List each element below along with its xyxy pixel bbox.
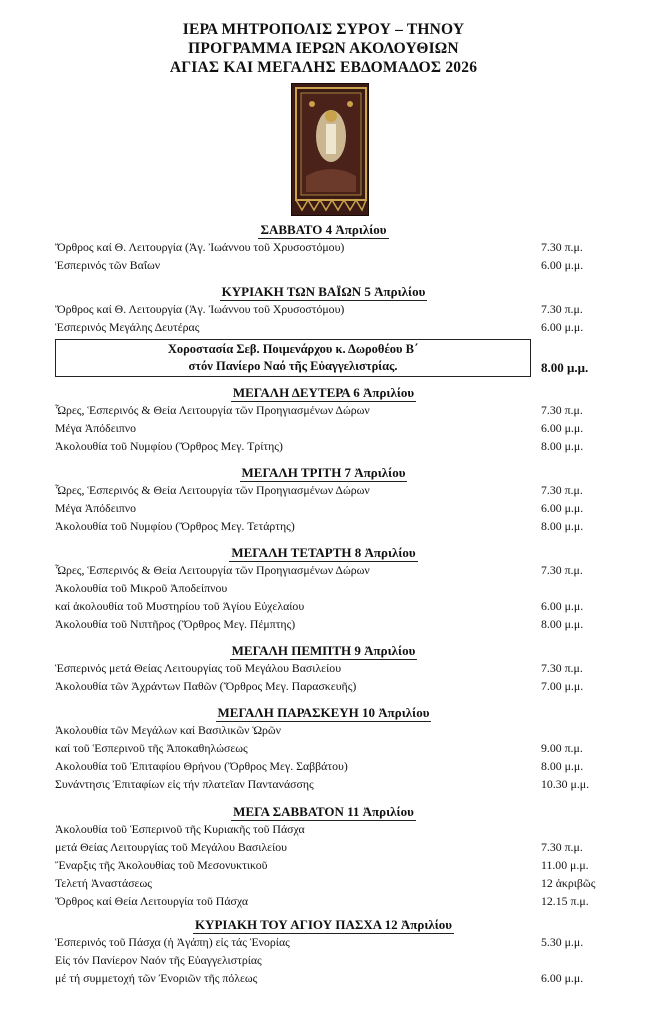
service-name: καί ἀκολουθία τοῦ Μυστηρίου τοῦ Ἁγίου Εὐχελαίου	[55, 599, 305, 613]
service-time: 10.30 μ.μ.	[541, 777, 590, 791]
service-name: Συνάντησις Ἐπιταφίων εἰς τήν πλατεῖαν Παντανάσσης	[55, 777, 314, 791]
service-time: 6.00 μ.μ.	[541, 258, 584, 272]
section-title: ΜΕΓΑΛΗ ΔΕΥΤΕΡΑ 6 Ἀπριλίου	[232, 385, 415, 400]
section-holy-friday-10	[0, 704, 647, 793]
service-time: 6.00 μ.μ.	[541, 501, 584, 515]
boxed-notice	[55, 339, 531, 377]
service-time: 8.00 μ.μ.	[541, 439, 584, 453]
notice-time: 8.00 μ.μ.	[541, 360, 589, 375]
service-name: Ἀκολουθία τοῦ Νυμφίου (Ὄρθρος Μεγ. Τετάρτης)	[55, 519, 295, 533]
service-name: Τελετή Ἀναστάσεως	[55, 876, 152, 890]
service-time: 8.00 μ.μ.	[541, 759, 584, 773]
list-item	[0, 721, 647, 739]
document-header	[0, 20, 647, 77]
notice-line-2: στόν Πανίερο Ναό τῆς Εὐαγγελιστρίας.	[188, 359, 398, 373]
list-item	[0, 615, 647, 633]
service-name: Ἑσπερινός τοῦ Πάσχα (ἡ Ἀγάπη) εἰς τάς Ἐνορίας	[55, 935, 290, 949]
section-title: ΚΥΡΙΑΚΗ ΤΩΝ ΒΑΪΩΝ 5 Ἀπριλίου	[221, 284, 426, 299]
list-item	[0, 481, 647, 499]
service-time: 12 ἀκριβῶς	[541, 876, 596, 890]
service-name: Ὧρες, Ἑσπερινός & Θεία Λειτουργία τῶν Προηγιασμένων Δώρων	[55, 403, 370, 417]
section-title: ΜΕΓΑΛΗ ΤΕΤΑΡΤΗ 8 Ἀπριλίου	[231, 545, 416, 560]
list-item	[0, 677, 647, 695]
section-title: ΜΕΓΑ ΣΑΒΒΑΤΟΝ 11 Ἀπριλίου	[233, 804, 414, 819]
list-item	[0, 856, 647, 874]
list-item	[0, 561, 647, 579]
section-title: ΚΥΡΙΑΚΗ ΤΟΥ ΑΓΙΟΥ ΠΑΣΧΑ 12 Ἀπριλίου	[194, 917, 453, 932]
service-name: Ἑσπερινός τῶν Βαΐων	[55, 258, 161, 272]
list-item	[0, 238, 647, 256]
service-name: Ὄρθρος καί Θ. Λειτουργία (Ἁγ. Ἰωάννου τοῦ Χρυσοστόμου)	[55, 302, 345, 316]
service-name: Ὧρες, Ἑσπερινός & Θεία Λειτουργία τῶν Προηγιασμένων Δώρων	[55, 483, 370, 497]
header-line-2: ΠΡΟΓΡΑΜΜΑ ΙΕΡΩΝ ΑΚΟΛΟΥΘΙΩΝ	[188, 40, 459, 57]
header-line-3: ΑΓΙΑΣ ΚΑΙ ΜΕΓΑΛΗΣ ΕΒΔΟΜΑΔΟΣ 2026	[169, 59, 478, 76]
service-name: μετά Θείας Λειτουργίας τοῦ Μεγάλου Βασιλείου	[55, 840, 288, 854]
header-line-1: ΙΕΡΑ ΜΗΤΡΟΠΟΛΙΣ ΣΥΡΟΥ – ΤΗΝΟΥ	[182, 21, 465, 38]
notice-line-1: Χοροστασία Σεβ. Ποιμενάρχου κ. Δωροθέου Β΄	[167, 342, 419, 356]
service-time: 8.00 μ.μ.	[541, 617, 584, 631]
service-name: Μέγα Ἀπόδειπνο	[55, 501, 137, 515]
service-name: Ὄρθρος καί Θεία Λειτουργία τοῦ Πάσχα	[55, 894, 249, 908]
service-name: Εἰς τόν Πανίερον Ναόν τῆς Εὐαγγελιστρίας	[55, 953, 262, 967]
service-time: 5.30 μ.μ.	[541, 935, 584, 949]
list-item	[0, 892, 647, 910]
section-easter-sunday-12	[0, 916, 647, 987]
service-name: Ακολουθία τοῦ Ἐπιταφίου Θρήνου (Ὄρθρος Μεγ. Σαββάτου)	[55, 759, 348, 773]
service-time: 6.00 μ.μ.	[541, 421, 584, 435]
list-item	[0, 579, 647, 597]
section-holy-thursday-9	[0, 642, 647, 695]
service-time: 7.30 π.μ.	[541, 661, 583, 675]
list-item	[0, 437, 647, 455]
list-item	[0, 659, 647, 677]
service-name: Ἑσπερινός Μεγάλης Δευτέρας	[55, 320, 200, 334]
section-saturday-4	[0, 221, 647, 274]
list-item	[0, 300, 647, 318]
service-name: Ἀκολουθία τοῦ Ἑσπερινοῦ τῆς Κυριακῆς τοῦ Πάσχα	[55, 822, 305, 836]
list-item	[0, 401, 647, 419]
list-item	[0, 757, 647, 775]
list-item	[0, 256, 647, 274]
section-holy-saturday-11	[0, 803, 647, 910]
service-name: Ἀκολουθία τοῦ Νιπτῆρος (Ὄρθρος Μεγ. Πέμπτης)	[55, 617, 296, 631]
service-name: Ἑσπερινός μετά Θείας Λειτουργίας τοῦ Μεγάλου Βασιλείου	[55, 661, 342, 675]
service-time: 11.00 μ.μ.	[541, 858, 589, 872]
service-time: 7.30 π.μ.	[541, 840, 583, 854]
section-title: ΜΕΓΑΛΗ ΠΑΡΑΣΚΕΥΗ 10 Ἀπριλίου	[217, 705, 430, 720]
list-item	[0, 775, 647, 793]
service-time: 12.15 π.μ.	[541, 894, 589, 908]
service-name: καί τοῦ Ἑσπερινοῦ τῆς Ἀποκαθηλώσεως	[55, 741, 248, 755]
section-title: ΜΕΓΑΛΗ ΤΡΙΤΗ 7 Ἀπριλίου	[241, 465, 406, 480]
service-time: 6.00 μ.μ.	[541, 320, 584, 334]
service-time: 7.30 π.μ.	[541, 240, 583, 254]
service-time: 8.00 μ.μ.	[541, 519, 584, 533]
list-item	[0, 874, 647, 892]
service-name: Ἀκολουθία τῶν Μεγάλων καί Βασιλικῶν Ὡρῶν	[55, 723, 281, 737]
service-name: Ἀκολουθία τοῦ Μικροῦ Ἀποδείπνου	[55, 581, 228, 595]
section-holy-wednesday-8	[0, 544, 647, 633]
service-name: Ἀκολουθία τοῦ Νυμφίου (Ὄρθρος Μεγ. Τρίτης)	[55, 439, 283, 453]
service-time: 7.30 π.μ.	[541, 302, 583, 316]
section-title: ΣΑΒΒΑΤΟ 4 Ἀπριλίου	[260, 222, 387, 237]
service-name: Μέγα Ἀπόδειπνο	[55, 421, 137, 435]
service-name: Ἀκολουθία τῶν Ἀχράντων Παθῶν (Ὄρθρος Μεγ. Παρασκευῆς)	[55, 679, 357, 693]
list-item	[0, 820, 647, 838]
service-name: Ἔναρξις τῆς Ἀκολουθίας τοῦ Μεσονυκτικοῦ	[55, 858, 268, 872]
list-item	[0, 318, 647, 336]
service-time: 6.00 μ.μ.	[541, 971, 584, 985]
service-time: 7.00 μ.μ.	[541, 679, 584, 693]
service-time: 9.00 π.μ.	[541, 741, 583, 755]
list-item	[0, 838, 647, 856]
service-time: 6.00 μ.μ.	[541, 599, 584, 613]
list-item	[0, 951, 647, 969]
service-name: Ὧρες, Ἑσπερινός & Θεία Λειτουργία τῶν Προηγιασμένων Δώρων	[55, 563, 370, 577]
list-item	[0, 597, 647, 615]
service-time: 7.30 π.μ.	[541, 403, 583, 417]
section-palm-sunday-5	[0, 283, 647, 336]
list-item	[0, 969, 647, 987]
list-item	[0, 499, 647, 517]
section-holy-tuesday-7	[0, 464, 647, 535]
list-item	[0, 419, 647, 437]
service-name: μέ τή συμμετοχή τῶν Ἐνοριῶν τῆς πόλεως	[55, 971, 258, 985]
list-item	[0, 517, 647, 535]
service-time: 7.30 π.μ.	[541, 563, 583, 577]
section-title: ΜΕΓΑΛΗ ΠΕΜΠΤΗ 9 Ἀπριλίου	[231, 643, 416, 658]
section-holy-monday-6	[0, 384, 647, 455]
service-time: 7.30 π.μ.	[541, 483, 583, 497]
list-item	[0, 739, 647, 757]
service-name: Ὄρθρος καί Θ. Λειτουργία (Ἁγ. Ἰωάννου τοῦ Χρυσοστόμου)	[55, 240, 345, 254]
resurrection-epitaphios-icon	[291, 83, 369, 216]
list-item	[0, 933, 647, 951]
